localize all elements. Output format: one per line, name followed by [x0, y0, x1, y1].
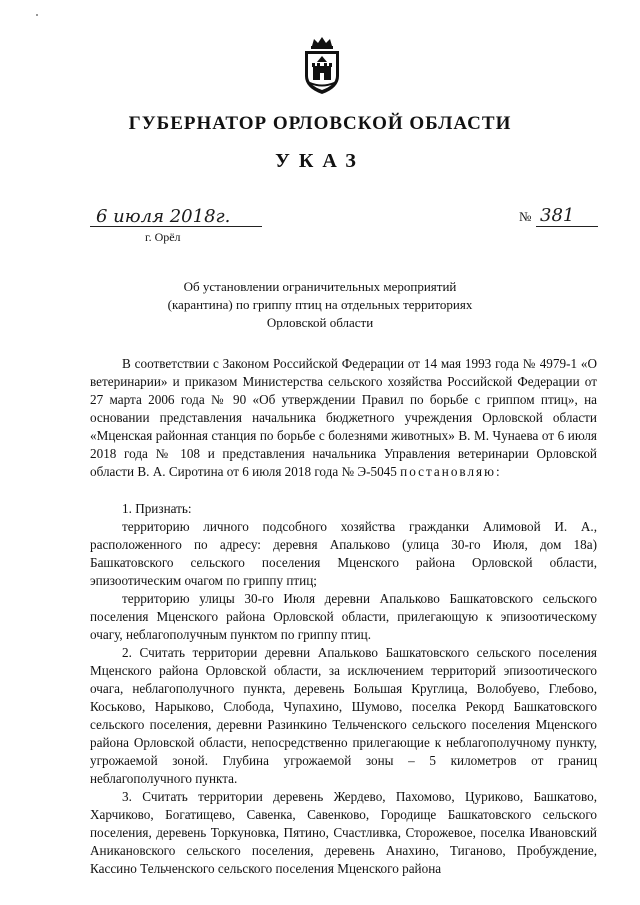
city-label: г. Орёл [145, 230, 181, 244]
decree-word: постановляю: [400, 464, 502, 479]
document-type: УКАЗ [275, 150, 365, 172]
number-underline [536, 226, 598, 227]
subject-line: Орловской области [266, 315, 374, 330]
subject-line: Об установлении ограничительных мероприятий [183, 279, 457, 294]
paragraph-3: 3. Считать территории деревень Жердево, Пахомово, Цуриково, Башкатово, Харчиково, Богатищево, Савенка, Савенково, Городище Башкатовского сельского поселения, деревень Торкуновка, Пятино, Счастливка, Сторожевое, поселка Ивановский Аникановского сельского поселения, деревень Анахино, Тиганово, Пробуждение, Кассино Тельченского сельского поселения Мценского района [90, 789, 597, 876]
subject-line: (карантина) по гриппу птиц на отдельных территориях [167, 297, 473, 312]
paragraph-2: 2. Считать территории деревни Апальково Башкатовского сельского поселения Мценского района Орловской области, за исключением территорий эпизоотического очага, неблагополучного пункта, деревень Большая Круглица, Волобуево, Глебово, Коськово, Нарыково, Слобода, Чупахино, Шумово, поселка Рекорд Башкатовского сельского поселения, деревни Разинкино Тельченского сельского поселения Мценского района Орловской области, непосредственно прилегающие к неблагополучному пункту, угрожаемой зоной. Глубина угрожаемой зоны – 5 километров от границ неблагополучного пункта. [90, 645, 597, 786]
date-underline [90, 226, 262, 227]
preamble-text: В соответствии с Законом Российской Федерации от 14 мая 1993 года № 4979-1 «О ветеринарии» и приказом Министерства сельского хозяйства Российской Федерации от 27 марта 2006 года № 90 «Об утверждении Правил по борьбе с гриппом птиц», на основании представления начальника бюджетного учреждения Орловской области «Мценская районная станция по борьбе с болезнями животных» В. М. Чунаева от 6 июля 2018 года № 108 и представления начальника Управления ветеринарии Орловской области В. А. Сиротина от 6 июля 2018 года № Э-5045 [90, 356, 597, 479]
paragraph-1-item-1: территорию личного подсобного хозяйства гражданки Алимовой И. А., расположенного по адресу: деревня Апальково (улица 30-го Июля, дом 18а) Башкатовского сельского поселения Мценского района Орловской области, эпизоотическим очагом по гриппу птиц; [90, 519, 597, 588]
handwritten-date: 6 июля 2018г. [96, 206, 231, 227]
scan-speck [36, 14, 38, 16]
issuer-title: ГУБЕРНАТОР ОРЛОВСКОЙ ОБЛАСТИ [128, 113, 512, 134]
handwritten-number: 381 [540, 205, 575, 226]
decree-body [90, 355, 597, 878]
coat-of-arms-icon [300, 36, 344, 96]
paragraph-1-item-2: территорию улицы 30-го Июля деревни Апальково Башкатовского сельского поселения Мценского района Орловской области, прилегающую к эпизоотическому очагу, неблагополучным пунктом по гриппу птиц. [90, 591, 597, 642]
paragraph-1-heading: 1. Признать: [122, 501, 192, 516]
decree-subject [0, 278, 640, 332]
preamble-paragraph [90, 355, 597, 481]
number-prefix: № [519, 209, 532, 224]
